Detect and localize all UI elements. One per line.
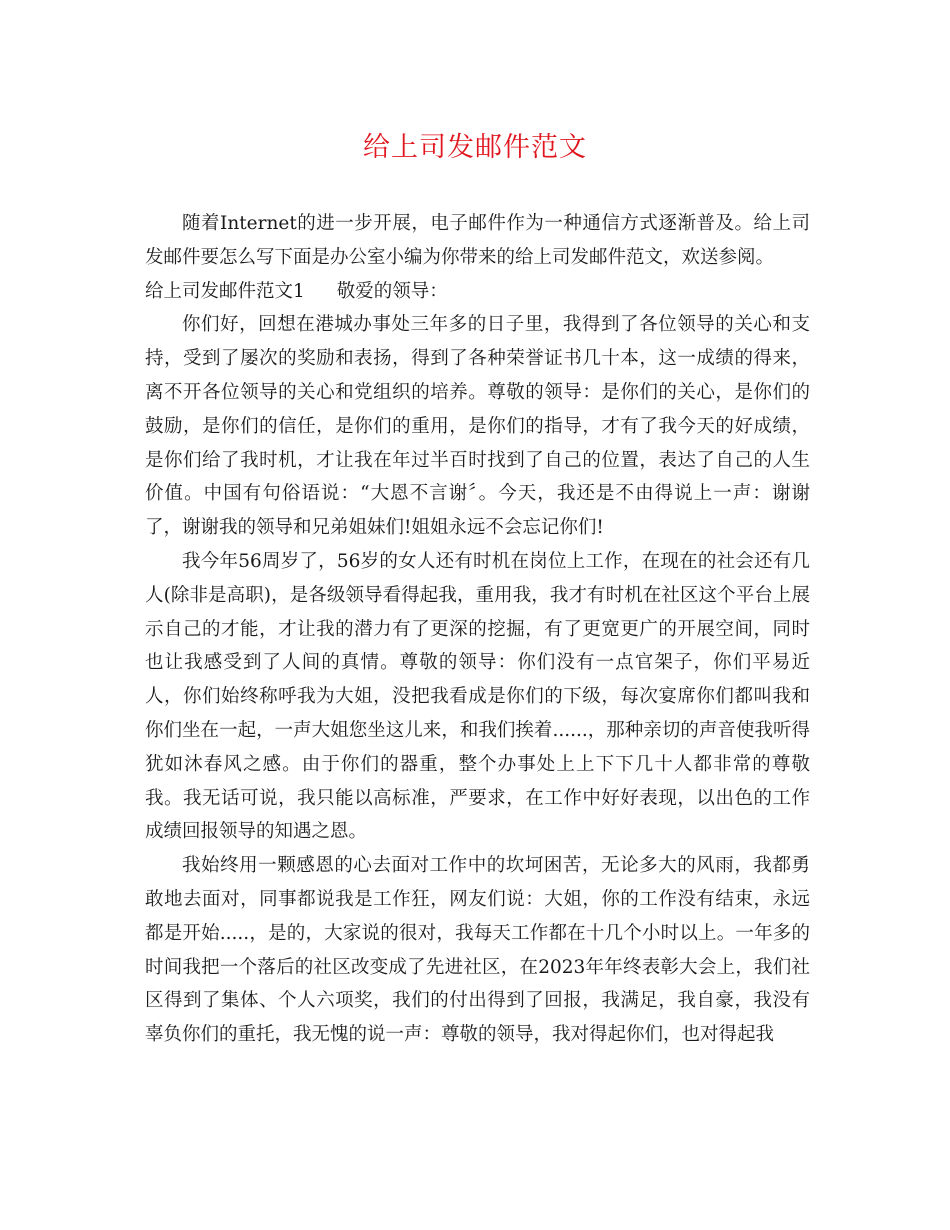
sample-heading: 给上司发邮件范文1 — [145, 280, 305, 302]
intro-paragraph: 随着Internet的进一步开展，电子邮件作为一种通信方式逐渐普及。给上司发邮件要怎么写下面是办公室小编为你带来的给上司发邮件范文，欢送参阅。 — [145, 213, 810, 268]
document-title: 给上司发邮件范文 — [363, 132, 587, 163]
document-body — [145, 207, 810, 1052]
body-paragraph: 你们好，回想在港城办事处三年多的日子里，我得到了各位领导的关心和支持，受到了屡次的奖励和表扬，得到了各种荣誉证书几十本，这一成绩的得来，离不开各位领导的关心和党组织的培养。尊敬的领导：是你们的关心，是你们的鼓励，是你们的信任，是你们的重用，是你们的指导，才有了我今天的好成绩，是你们给了我时机，才让我在年过半百时找到了自己的位置，表达了自己的人生价值。中国有句俗语说：“大恩不言谢〞。今天，我还是不由得说上一声：谢谢了，谢谢我的领导和兄弟姐妹们!姐姐永远不会忘记你们! — [145, 314, 810, 539]
sample-heading-line — [145, 275, 810, 309]
body-paragraph: 我始终用一颗感恩的心去面对工作中的坎坷困苦，无论多大的风雨，我都勇敢地去面对，同事都说我是工作狂，网友们说：大姐，你的工作没有结束，永远都是开始.....，是的，大家说的很对，我每天工作都在十几个小时以上。一年多的时间我把一个落后的社区改变成了先进社区，在2023年年终表彰大会上，我们社区得到了集体、个人六项奖，我们的付出得到了回报，我满足，我自豪，我没有辜负你们的重托，我无愧的说一声：尊敬的领导，我对得起你们，也对得起我 — [145, 855, 810, 1046]
body-paragraph: 我今年56周岁了，56岁的女人还有时机在岗位上工作，在现在的社会还有几人(除非是高职)，是各级领导看得起我，重用我，我才有时机在社区这个平台上展示自己的才能，才让我的潜力有了更深的挖掘，有了更宽更广的开展空间，同时也让我感受到了人间的真情。尊敬的领导：你们没有一点官架子，你们平易近人，你们始终称呼我为大姐，没把我看成是你们的下级，每次宴席你们都叫我和你们坐在一起，一声大姐您坐这儿来，和我们挨着......，那种亲切的声音使我听得犹如沐春风之感。由于你们的器重，整个办事处上上下下几十人都非常的尊敬我。我无话可说，我只能以高标准，严要求，在工作中好好表现，以出色的工作成绩回报领导的知遇之恩。 — [145, 550, 810, 843]
salutation: 敬爱的领导： — [336, 280, 448, 302]
